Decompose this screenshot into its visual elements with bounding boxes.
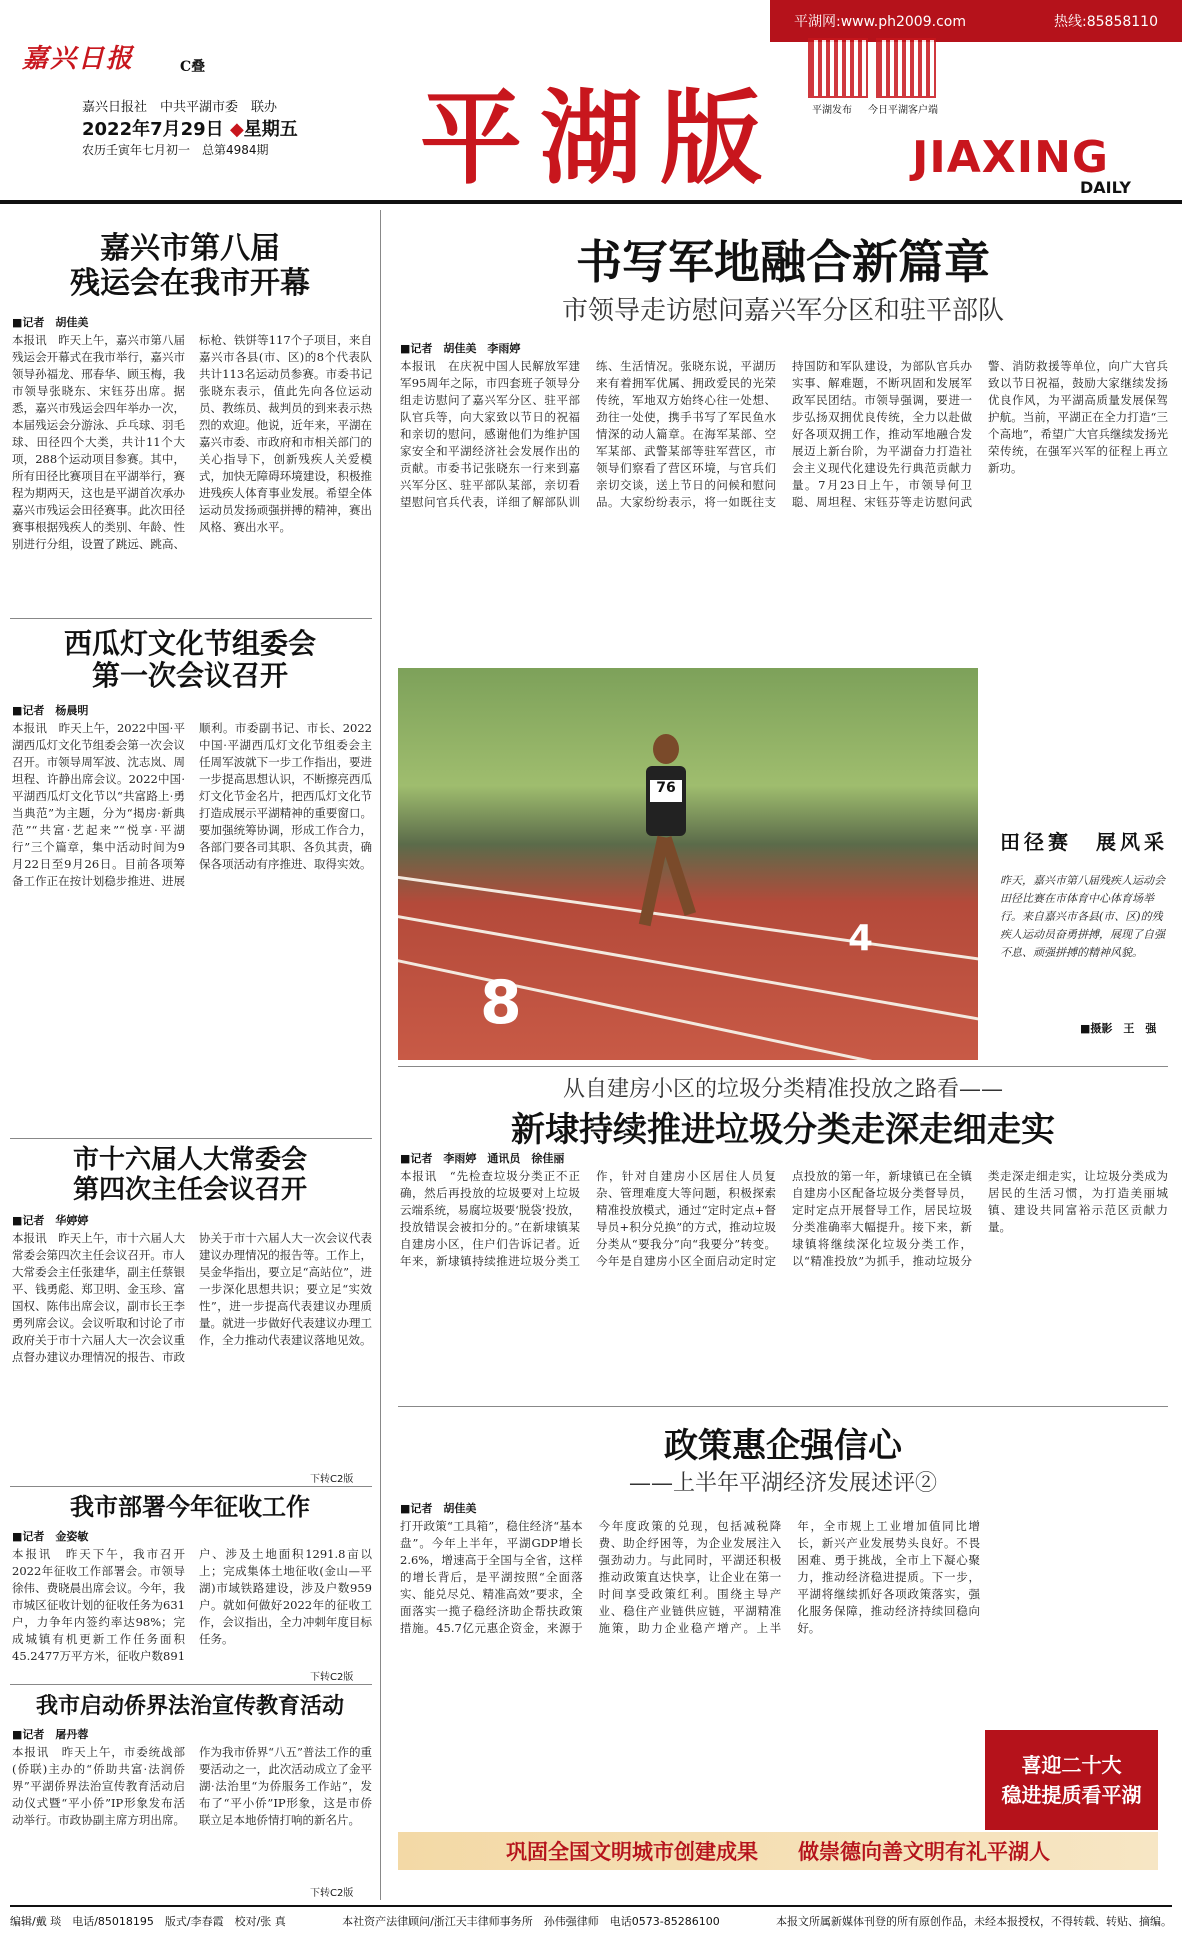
news-photo[interactable] <box>398 668 978 1060</box>
headline: 我市启动侨界法治宣传教育活动 <box>35 1694 344 1719</box>
byline: ■记者 屠丹蓉 <box>12 1728 89 1741</box>
headline <box>10 628 370 692</box>
continued-note[interactable]: 下转C2版 <box>310 1474 354 1485</box>
byline: ■记者 胡佳美 李雨婷 <box>400 342 521 355</box>
headline: 新埭持续推进垃圾分类走深走细走实 <box>511 1110 1055 1150</box>
article-body: 本报讯 “先检查垃圾分类正不正确，然后再投放的垃圾要对上垃圾云端系统，易腐垃圾要‘脱袋’投放，投放错误会被扣分的。”在新埭镇某自建房小区，住户们告诉记者。近年来，新埭镇持续推进垃圾分类工作，针对自建房小区居住人员复杂、管理难度大等问题，积极探索精准投放模式，通过“定时定点+督导员+积分兑换”的方式，推动垃圾分类从“要我分”向“我要分”转变。今年是自建房小区全面启动定时定点投放的第一年，新埭镇已在全镇自建房小区配备垃圾分类督导员，定时定点开展督导工作，居民垃圾分类准确率大幅提升。接下来，新埭镇将继续深化垃圾分类工作，以“精准投放”为抓手，推动垃圾分类走深走细走实，让垃圾分类成为居民的生活习惯，为打造美丽城镇、建设共同富裕示范区贡献力量。 <box>400 1169 1168 1268</box>
article-body: 本报讯 昨天上午，嘉兴市第八届残运会开幕式在我市举行，嘉兴市领导孙福龙、邢春华、顾玉梅，我市领导张晓东、宋钰芬出席。据悉，嘉兴市残运会四年举办一次，本届残运会分游泳、乒乓球、羽毛球、田径四个大类，共计11个大项，288个运动项目参赛。其中，所有田径比赛项目在平湖举行，赛程为期两天，这也是平湖首次承办嘉兴市残运会田径赛事。此次田径赛事根据残疾人的类别、年龄、性别进行分组，设置了跳远、跳高、标枪、铁饼等117个子项目，来自嘉兴市各县(市、区)的8个代表队共计113名运动员参赛。市委书记张晓东表示，值此先向各位运动员、教练员、裁判员的到来表示热烈的欢迎。他说，近年来，平湖在嘉兴市委、市政府和市相关部门的关心指导下，创新残疾人关爱模式，加快无障碍环境建设，积极推进残疾人体育事业发展。希望全体运动员发扬顽强拼搏的精神，赛出风格、赛出水平。 <box>12 333 372 551</box>
headline-line: 市十六届人大常委会 <box>72 1145 307 1175</box>
main-headline: 书写军地融合新篇章 <box>576 235 990 289</box>
continued-note[interactable]: 下转C2版 <box>310 1672 354 1683</box>
diamond-icon: ◆ <box>229 119 244 140</box>
banner-left: 巩固全国文明城市创建成果 <box>506 1840 758 1864</box>
promo-line: 喜迎二十大 <box>1021 1753 1122 1777</box>
legal-note: 本社资产法律顾问/浙江天丰律师事务所 孙伟强律师 电话0573-85286100 <box>342 1915 720 1928</box>
kicker: 从自建房小区的垃圾分类精准投放之路看—— <box>562 1077 1003 1102</box>
weekday-text: 星期五 <box>243 119 298 140</box>
divider <box>398 1066 1168 1067</box>
article-body: 本报讯 昨天下午，我市召开2022年征收工作部署会。市领导徐伟、费晓晨出席会议。今年，我市城区征收计划的征收任务为631户，力争年内签约率达98%；完成城镇有机更新工作任务面积45.2477万平方米，征收户数891户、涉及土地面积1291.8亩以上；完成集体土地征收(金山—平湖)市域铁路建设，涉及户数959户。就如何做好2022年的征收工作，会议指出，全力冲刺年度目标任务。 <box>12 1547 372 1663</box>
headline-line: 西瓜灯文化节组委会 <box>63 627 316 660</box>
byline: ■记者 华婷婷 <box>12 1214 89 1227</box>
byline: ■记者 李雨婷 通讯员 徐佳丽 <box>400 1152 565 1165</box>
qr-label: 今日平湖客户端 <box>868 105 938 116</box>
subhead: ——上半年平湖经济发展述评② <box>628 1471 937 1496</box>
editors-info: 编辑/戴 琰 电话/85018195 版式/李春霞 校对/张 真 <box>10 1915 286 1928</box>
divider <box>10 618 372 619</box>
photo-credit: ■摄影 王 强 <box>1080 1022 1157 1035</box>
lane-number-icon: 8 <box>480 968 522 1038</box>
promo-line: 稳进提质看平湖 <box>1001 1783 1142 1807</box>
divider <box>10 1684 372 1685</box>
section-mark: C叠 <box>180 59 206 75</box>
hotline: 热线:85858110 <box>1054 14 1158 30</box>
article-body: 本报讯 昨天上午，2022中国·平湖西瓜灯文化节组委会第一次会议召开。市领导周军波、沈志岚、周坦程、许静出席会议。2022中国·平湖西瓜灯文化节以“共富路上·勇当典范”为主题，分为“揭房·新典范”“共富·艺起来”“悦享·平湖行”三个篇章，集中活动时间为9月22日至9月26日。目前各项筹备工作正在按计划稳步推进、进展顺利。市委副书记、市长、2022中国·平湖西瓜灯文化节组委会主任周军波就下一步工作指出，要进一步提高思想认识，不断擦亮西瓜灯文化节金名片，把西瓜灯文化节打造成展示平湖精神的重要窗口。要加强统筹协调，形成工作合力，各部门要各司其职、各负其责，确保各项活动有序推进、取得实效。 <box>12 721 372 888</box>
lunar-date: 农历壬寅年七月初一 总第4984期 <box>82 143 269 157</box>
issue-date <box>82 115 298 141</box>
lane-number-icon: 4 <box>848 918 874 959</box>
article-body: 本报讯 昨天上午，市委统战部(侨联)主办的“侨助共富·法润侨界”平湖侨界法治宣传教育活动启动仪式暨“平小侨”IP形象发布活动举行。市政协副主席方玥出席。作为我市侨界“八五”普法工作的重要活动之一，此次活动成立了金平湖·法治里“为侨服务工作站”，发布了“平小侨”IP形象，这是市侨联立足本地侨情打响的新名片。 <box>12 1745 372 1827</box>
masthead-rule <box>0 200 1182 204</box>
race-bib: 76 <box>650 780 682 802</box>
runner-leg <box>660 836 696 916</box>
brand-sub: DAILY <box>1080 178 1131 197</box>
website-url[interactable]: 平湖网:www.ph2009.com <box>794 14 966 30</box>
headline-line: 第四次主任会议召开 <box>72 1174 307 1205</box>
headline: 政策惠企强信心 <box>664 1426 902 1466</box>
qr-label: 平湖发布 <box>812 105 852 116</box>
headline <box>10 232 370 301</box>
civic-banner <box>398 1832 1158 1870</box>
article-body: 打开政策“工具箱”，稳住经济“基本盘”。今年上半年，平湖GDP增长2.6%，增速高于全国与全省，这样的增长背后，是平湖按照“全面落实、能兑尽兑、精准高效”要求，全面落实一揽子稳经济助企帮扶政策措施。45.7亿元惠企资金，来源于今年度政策的兑现，包括减税降费、助企纾困等，为企业发展注入强劲动力。与此同时，平湖还积极推动政策直达快享，让企业在第一时间享受政策红利。围绕主导产业、稳住产业链供应链，平湖精准施策，助力企业稳产增产。上半年，全市规上工业增加值同比增长，新兴产业发展势头良好。不畏困难、勇于挑战，全市上下凝心聚力，推动经济稳进提质。下一步，平湖将继续抓好各项政策落实，强化服务保障，推动经济持续回稳向好。 <box>400 1519 980 1635</box>
headline <box>10 1146 370 1206</box>
qr-code-icon[interactable] <box>808 38 868 98</box>
main-subhead: 市领导走访慰问嘉兴军分区和驻平部队 <box>561 296 1004 326</box>
publishers: 嘉兴日报社 中共平湖市委 联办 <box>82 100 278 115</box>
promo-banner[interactable] <box>985 1730 1158 1830</box>
article-body: 本报讯 昨天上午，市十六届人大常委会第四次主任会议召开。市人大常委会主任张建华，副主任蔡银平、钱勇彪、郑卫明、金玉珍、富国权、陈伟出席会议，副市长王李勇列席会议。会议听取和讨论了市政府关于市十六届人大一次会议重点督办建议办理情况的报告、市政协关于市十六届人大一次会议代表建议办理情况的报告等。工作上，吴金华指出，要立足“高站位”，进一步深化思想共识；要立足“实效性”，进一步提高代表建议办理质量。就进一步做好代表建议办理工作，全力推动代表建议落地见效。 <box>12 1231 372 1364</box>
headline-line: 嘉兴市第八届 <box>100 231 280 266</box>
article-body: 本报讯 在庆祝中国人民解放军建军95周年之际，市四套班子领导分组走访慰问了嘉兴军分区、驻平部队官兵等，向大家致以节日的祝福和亲切的慰问，感谢他们为维护国家安全和平湖经济社会发展作出的贡献。市委书记张晓东一行来到嘉兴军分区、驻平部队某部，亲切看望慰问官兵代表，详细了解部队训练、生活情况。张晓东说，平湖历来有着拥军优属、拥政爱民的光荣传统，军地双方始终心往一处想、劲往一处使，携手书写了军民鱼水情深的动人篇章。在海军某部、空军某部、武警某部等驻军营区，市领导们察看了营区环境，与官兵们亲切交谈，送上节日的问候和慰问品。大家纷纷表示，将一如既往支持国防和军队建设，为部队官兵办实事、解难题，不断巩固和发展军政军民团结。市领导强调，要进一步弘扬双拥优良传统，全力以赴做好各项双拥工作，推动军地融合发展迈上新台阶，为平湖奋力打造社会主义现代化建设先行典范贡献力量。7月23日上午，市领导何卫聪、周坦程、宋钰芬等走访慰问武警、消防救援等单位，向广大官兵致以节日祝福，鼓励大家继续发扬优良作风，为平湖高质量发展保驾护航。当前，平湖正在全力打造“三个高地”，希望广大官兵继续发扬光荣传统，在强军兴军的征程上再立新功。 <box>400 359 1168 509</box>
qr-code-icon[interactable] <box>876 38 936 98</box>
photo-title: 田径赛 展风采 <box>1000 830 1168 854</box>
divider <box>10 1138 372 1139</box>
byline: ■记者 杨晨明 <box>12 704 89 717</box>
photo-caption: 昨天，嘉兴市第八届残疾人运动会田径比赛在市体育中心体育场举行。来自嘉兴市各县(市、区)的残疾人运动员奋勇拼搏，展现了自强不息、顽强拼搏的精神风貌。 <box>1000 874 1165 959</box>
top-bar <box>770 0 1182 42</box>
banner-right: 做崇德向善文明有礼平湖人 <box>798 1840 1050 1864</box>
continued-note[interactable]: 下转C2版 <box>310 1888 354 1899</box>
divider <box>398 1406 1168 1407</box>
copyright-note: 本报文所属新媒体刊登的所有原创作品，未经本报授权，不得转载、转贴、摘编。 <box>776 1915 1172 1928</box>
byline: ■记者 胡佳美 <box>12 316 89 329</box>
runner-head <box>653 734 679 764</box>
brand-en: JIAXING <box>912 132 1110 183</box>
page-footer <box>10 1905 1172 1929</box>
headline-line: 残运会在我市开幕 <box>70 265 310 301</box>
byline: ■记者 胡佳美 <box>400 1502 477 1515</box>
runner-figure-icon <box>628 728 698 948</box>
newspaper-logo: 嘉兴日报 <box>22 44 135 74</box>
divider <box>10 1486 372 1487</box>
headline: 我市部署今年征收工作 <box>70 1493 310 1521</box>
headline-line: 第一次会议召开 <box>91 659 288 693</box>
page-title: 平湖版 <box>420 79 780 199</box>
column-divider <box>380 210 381 1900</box>
date-text: 2022年7月29日 <box>82 119 224 140</box>
byline: ■记者 金姿敏 <box>12 1530 89 1543</box>
